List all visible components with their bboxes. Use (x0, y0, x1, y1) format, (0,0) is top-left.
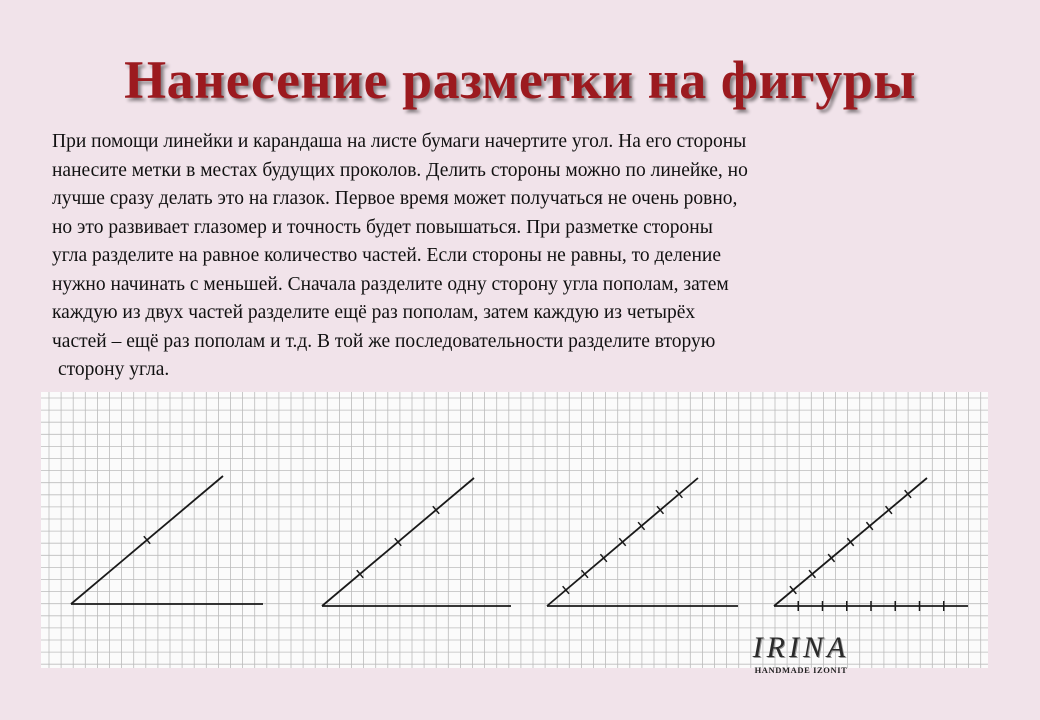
grid-paper-drawing (41, 392, 988, 668)
watermark-name: IRINA (752, 631, 850, 664)
text-line: нанесите метки в местах будущих проколов. Делить стороны можно по линейке, но (52, 159, 748, 181)
text-line: сторону угла. (58, 359, 170, 380)
text-line: нужно начинать с меньшей. Сначала разделите одну сторону угла пополам, затем (52, 273, 729, 295)
instruction-text (52, 128, 932, 385)
grid-paper-illustration (41, 392, 988, 668)
text-line: лучше сразу делать это на глазок. Первое время может получаться не очень ровно, (52, 188, 738, 209)
watermark-subtitle: HANDMADE IZONIT (754, 665, 848, 675)
watermark-logo (726, 632, 876, 676)
text-line: но это развивает глазомер и точность будет повышаться. При разметке стороны (52, 216, 713, 238)
text-line: угла разделите на равное количество частей. Если стороны не равны, то деление (52, 245, 721, 266)
text-line: каждую из двух частей разделите ещё раз пополам, затем каждую из четырёх (52, 302, 696, 323)
text-line: частей – ещё раз пополам и т.д. В той же последовательности разделите вторую (52, 330, 716, 352)
slide-title: Нанесение разметки на фигуры (124, 50, 916, 110)
text-line: При помощи линейки и карандаша на листе бумаги начертите угол. На его стороны (52, 131, 747, 152)
